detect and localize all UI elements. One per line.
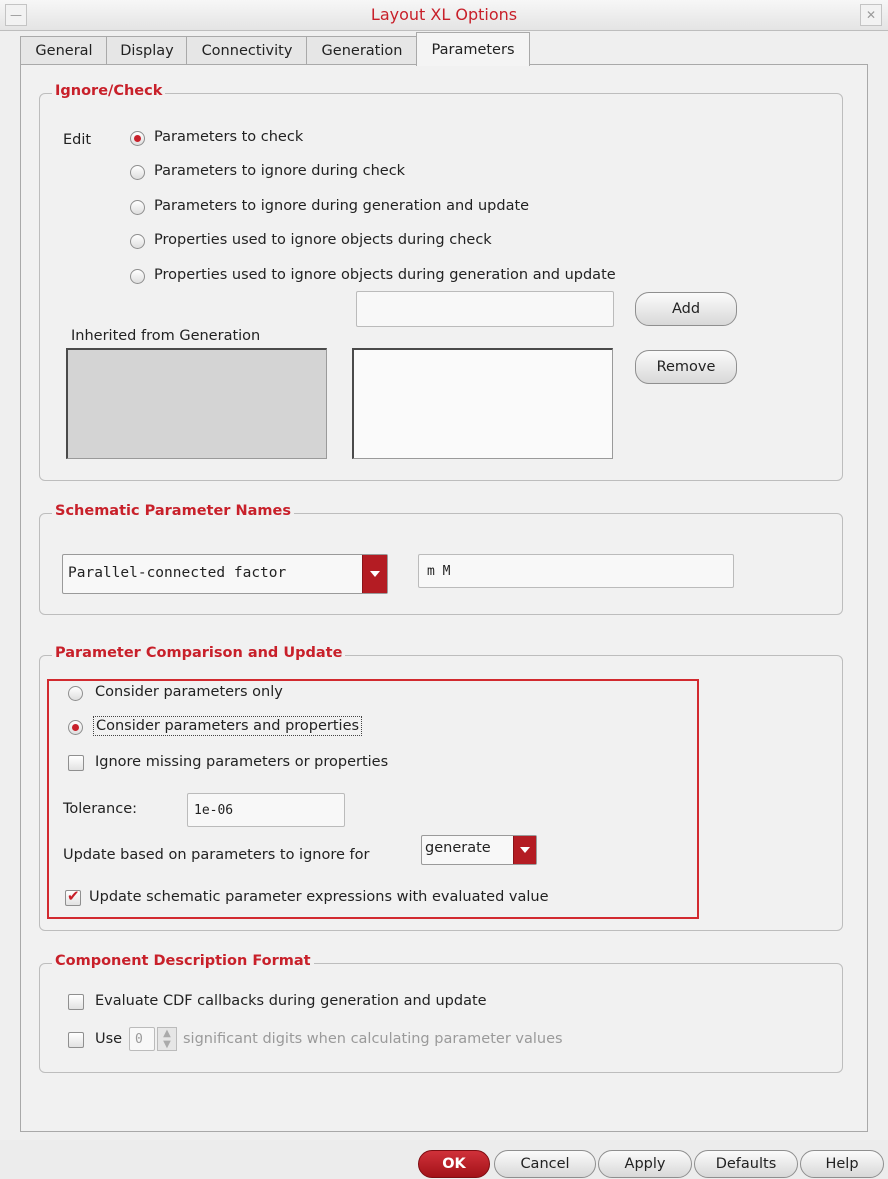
- checkbox-use-digits-label[interactable]: Use: [95, 1031, 123, 1047]
- edit-label: Edit: [63, 132, 92, 148]
- radio-properties-ignore-check[interactable]: [130, 234, 145, 249]
- tab-connectivity[interactable]: Connectivity: [186, 36, 308, 65]
- radio-ignore-during-generation[interactable]: [130, 200, 145, 215]
- highlight-box: [47, 679, 699, 919]
- schematic-names-title: Schematic Parameter Names: [52, 503, 294, 519]
- tab-parameters[interactable]: Parameters: [416, 32, 530, 66]
- update-based-label: Update based on parameters to ignore for: [63, 847, 370, 863]
- radio-parameters-to-check[interactable]: [130, 131, 145, 146]
- close-icon[interactable]: ✕: [860, 4, 882, 26]
- radio-consider-parameters-only[interactable]: [68, 686, 83, 701]
- parameters-panel: [20, 64, 868, 1132]
- checkbox-evaluate-cdf-label[interactable]: Evaluate CDF callbacks during generation and update: [95, 993, 487, 1009]
- radio-ignore-during-check[interactable]: [130, 165, 145, 180]
- radio-properties-ignore-generation-label[interactable]: Properties used to ignore objects during generation and update: [154, 267, 616, 283]
- radio-parameters-to-check-label[interactable]: Parameters to check: [154, 129, 304, 145]
- checkbox-ignore-missing[interactable]: [68, 755, 84, 771]
- tab-general[interactable]: General: [20, 36, 108, 65]
- update-mode-combo[interactable]: [421, 835, 537, 865]
- schematic-names-group: [39, 503, 843, 615]
- help-button[interactable]: Help: [800, 1150, 884, 1178]
- ignore-check-title: Ignore/Check: [52, 83, 165, 99]
- spinner-up-icon[interactable]: ▲: [163, 1028, 171, 1039]
- inherited-label: Inherited from Generation: [71, 328, 261, 344]
- parameter-entry-field[interactable]: [356, 291, 614, 327]
- checkbox-use-digits[interactable]: [68, 1032, 84, 1048]
- tab-display[interactable]: Display: [106, 36, 188, 65]
- add-button[interactable]: Add: [635, 292, 737, 326]
- parameter-name-combo[interactable]: [62, 554, 388, 594]
- cdf-title: Component Description Format: [52, 953, 314, 969]
- chevron-down-icon[interactable]: [362, 555, 387, 593]
- tab-generation[interactable]: Generation: [306, 36, 418, 65]
- tolerance-field[interactable]: 1e-06: [187, 793, 345, 827]
- inherited-list[interactable]: [66, 348, 327, 459]
- remove-button[interactable]: Remove: [635, 350, 737, 384]
- ok-button[interactable]: OK: [418, 1150, 490, 1178]
- digits-spinner[interactable]: [157, 1027, 177, 1051]
- radio-consider-parameters-only-label[interactable]: Consider parameters only: [95, 684, 283, 700]
- ignore-check-group: [39, 83, 843, 481]
- radio-ignore-during-generation-label[interactable]: Parameters to ignore during generation and update: [154, 198, 530, 214]
- checkbox-evaluate-cdf[interactable]: [68, 994, 84, 1010]
- radio-consider-parameters-properties-label[interactable]: Consider parameters and properties: [93, 716, 362, 736]
- spinner-down-icon[interactable]: ▼: [163, 1039, 171, 1050]
- defaults-button[interactable]: Defaults: [694, 1150, 798, 1178]
- radio-properties-ignore-check-label[interactable]: Properties used to ignore objects during check: [154, 232, 492, 248]
- radio-consider-parameters-properties[interactable]: [68, 720, 83, 735]
- comparison-title: Parameter Comparison and Update: [52, 645, 345, 661]
- cdf-group: [39, 953, 843, 1073]
- apply-button[interactable]: Apply: [598, 1150, 692, 1178]
- checkbox-update-expressions-label[interactable]: Update schematic parameter expressions with evaluated value: [89, 889, 549, 905]
- tolerance-label: Tolerance:: [63, 801, 138, 817]
- parameter-name-value-field[interactable]: m M: [418, 554, 734, 588]
- button-bar: [0, 1140, 888, 1179]
- chevron-down-icon[interactable]: [513, 836, 536, 864]
- title-bar: [0, 0, 888, 31]
- checkbox-ignore-missing-label[interactable]: Ignore missing parameters or properties: [95, 754, 389, 770]
- update-mode-selected: generate: [425, 840, 491, 856]
- parameter-name-selected: Parallel-connected factor: [68, 565, 287, 581]
- cancel-button[interactable]: Cancel: [494, 1150, 596, 1178]
- window-title: Layout XL Options: [370, 5, 518, 24]
- digits-suffix-label: significant digits when calculating parameter values: [183, 1031, 563, 1047]
- radio-properties-ignore-generation[interactable]: [130, 269, 145, 284]
- digits-field[interactable]: 0: [129, 1027, 155, 1051]
- parameter-list[interactable]: [352, 348, 613, 459]
- window-menu-icon[interactable]: —: [5, 4, 27, 26]
- checkbox-update-expressions[interactable]: [65, 890, 81, 906]
- radio-ignore-during-check-label[interactable]: Parameters to ignore during check: [154, 163, 406, 179]
